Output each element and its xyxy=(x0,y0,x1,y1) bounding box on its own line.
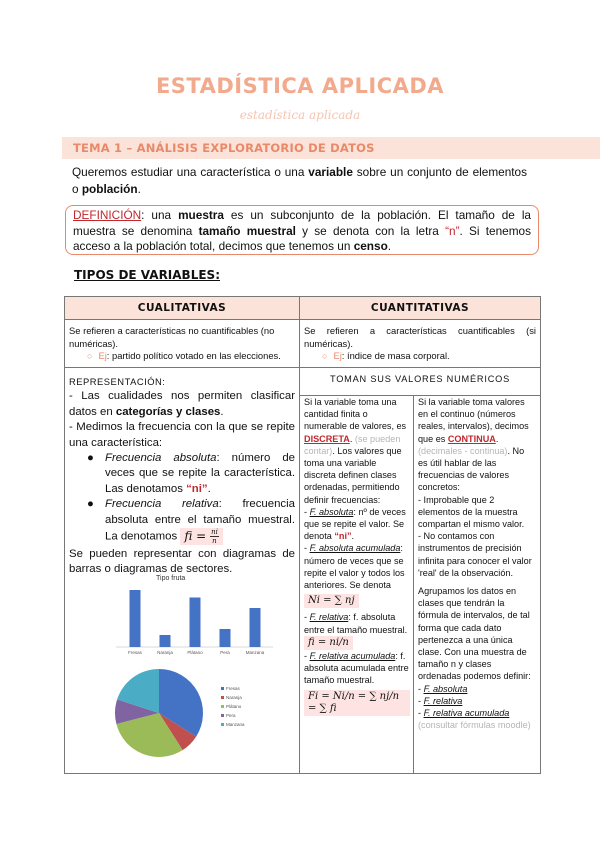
pie-legend-swatch-pera xyxy=(221,714,224,717)
pie-legend-swatch-naranja xyxy=(221,696,224,699)
bar-plátano xyxy=(190,598,201,648)
bullet-frecuencia-absoluta: ● Frecuencia absoluta: número de veces que se repite la característica. Las denotamos “ni”. xyxy=(87,452,295,495)
bullet-frecuencia-relativa: ● Frecuencia relativa: frecuencia absoluta entre el tamaño muestral. La denotamos fi = $\frac{ni}{n}$ xyxy=(87,498,295,546)
bar-label-fresas: Fresas xyxy=(128,650,142,655)
bar-chart xyxy=(108,583,278,658)
tipos-heading: TIPOS DE VARIABLES: xyxy=(74,268,220,282)
pie-legend-label-fresas: Fresas xyxy=(226,686,240,691)
head-cuantitativas: CUANTITATIVAS xyxy=(370,302,470,314)
definition-box: DEFINICIÓN: una muestra es un subconjunto de la población. El tamaño de la muestra se denomina tamaño muestral y se denota con la letra “n”. Si tenemos acceso a la población total, decimos que tenemos un censo. xyxy=(65,205,539,255)
formula-Ni: Ni = ∑ nj xyxy=(304,594,359,608)
formula-fi-discreta: fi = ni/n xyxy=(304,636,353,650)
pie-legend-label-manzana: Manzana xyxy=(226,722,245,727)
cuantitativas-desc: Se refieren a características cuantificables (si numéricas). ○ Ej: índice de masa corporal. xyxy=(304,325,536,361)
tema-heading: TEMA 1 – ANÁLISIS EXPLORATORIO DE DATOS xyxy=(73,141,375,155)
discreta-block: Si la variable toma una cantidad finita o numerable de valores, es DISCRETA. (se pueden contar). Los valores que toma una variable discreta definen clases ordenadas, permitiendo definir frecuencias: - F. absoluta: nº de veces que se repite el valor. Se denota “ni”. - F. absoluta acumulada: número de veces que se repite el valor y todos los anteriores. Se denota Ni = ∑ nj - F. relativa: f. absoluta entre el tamaño muestral. fi = ni/n - F. relativa acumulada: f. absoluta acumulada entre tamaño muestral. Fi = Ni/n = ∑ nj/n = ∑ fi xyxy=(304,396,410,716)
formula-fi: fi = $\frac{ni}{n}$ xyxy=(180,528,222,545)
bar-pera xyxy=(220,629,231,647)
bar-chart-title: Tipo fruta xyxy=(156,575,186,582)
bar-manzana xyxy=(250,608,261,647)
table-vline-right xyxy=(413,395,414,774)
head-cualitativas: CUALITATIVAS xyxy=(137,302,227,314)
pie-legend-swatch-plátano xyxy=(221,705,224,708)
pie-legend-swatch-manzana xyxy=(221,723,224,726)
pie-legend-label-pera: Pera xyxy=(226,713,236,718)
pie-chart xyxy=(108,665,288,765)
pie-legend-label-plátano: Plátano xyxy=(226,704,242,709)
pie-legend-swatch-fresas xyxy=(221,687,224,690)
bar-fresas xyxy=(130,590,141,647)
bar-label-pera: Pera xyxy=(220,650,230,655)
pie-legend-label-naranja: Naranja xyxy=(226,695,242,700)
intro-paragraph: Queremos estudiar una característica o una variable sobre un conjunto de elementos o población. xyxy=(72,165,528,196)
tomansus-heading: TOMAN SUS VALORES NUMÉRICOS xyxy=(329,374,511,384)
table-hline-head xyxy=(64,319,541,320)
bar-label-naranja: Naranja xyxy=(157,650,173,655)
bar-naranja xyxy=(160,635,171,647)
formula-Fi: Fi = Ni/n = ∑ nj/n = ∑ fi xyxy=(304,690,410,716)
subtitle: estadística aplicada xyxy=(239,108,361,122)
bar-label-manzana: Manzana xyxy=(245,650,265,655)
bar-label-plátano: Plátano xyxy=(187,650,203,655)
main-title: ESTADÍSTICA APLICADA xyxy=(155,74,445,98)
table-hline-desc xyxy=(64,367,541,368)
definition-label: DEFINICIÓN xyxy=(73,208,142,222)
continua-block: Si la variable toma valores en el continuo (números reales, intervalos), decimos que es CONTINUA. (decimales - continua). No es útil hablar de las frecuencias de valores concretos: - Improbable que 2 elementos de la muestra compartan el mismo valor. - No contamos con instrumentos de precisión infinita para conocer el valor 'real' de la observación. Agrupamos los datos en clases que tendrán la fórmula de intervalos, de tal forma que cada dato pertenezca a una única clase. Con una muestra de tamaño n y clases ordenadas podemos definir: - F. absoluta - F. relativa - F. relativa acumulada (consultar fórmulas moodle) xyxy=(418,397,532,731)
representacion-block: REPRESENTACIÓN: - Las cualidades nos permiten clasificar datos en categorías y clases. - Medimos la frecuencia con la que se repite una característica: ● Frecuencia absoluta: número de veces que se repite la característica. Las denotamos “ni”. ● Frecuencia relativa: frecuencia absoluta entre el tamaño muestral. La denotamos fi = $\frac{ni}{n}$ Se pueden representar con diagramas de barras o diagramas de sectores. xyxy=(69,376,295,576)
cualitativas-desc: Se refieren a características no cuantificables (no numéricas). ○ Ej: partido político votado en las elecciones. xyxy=(69,325,281,361)
